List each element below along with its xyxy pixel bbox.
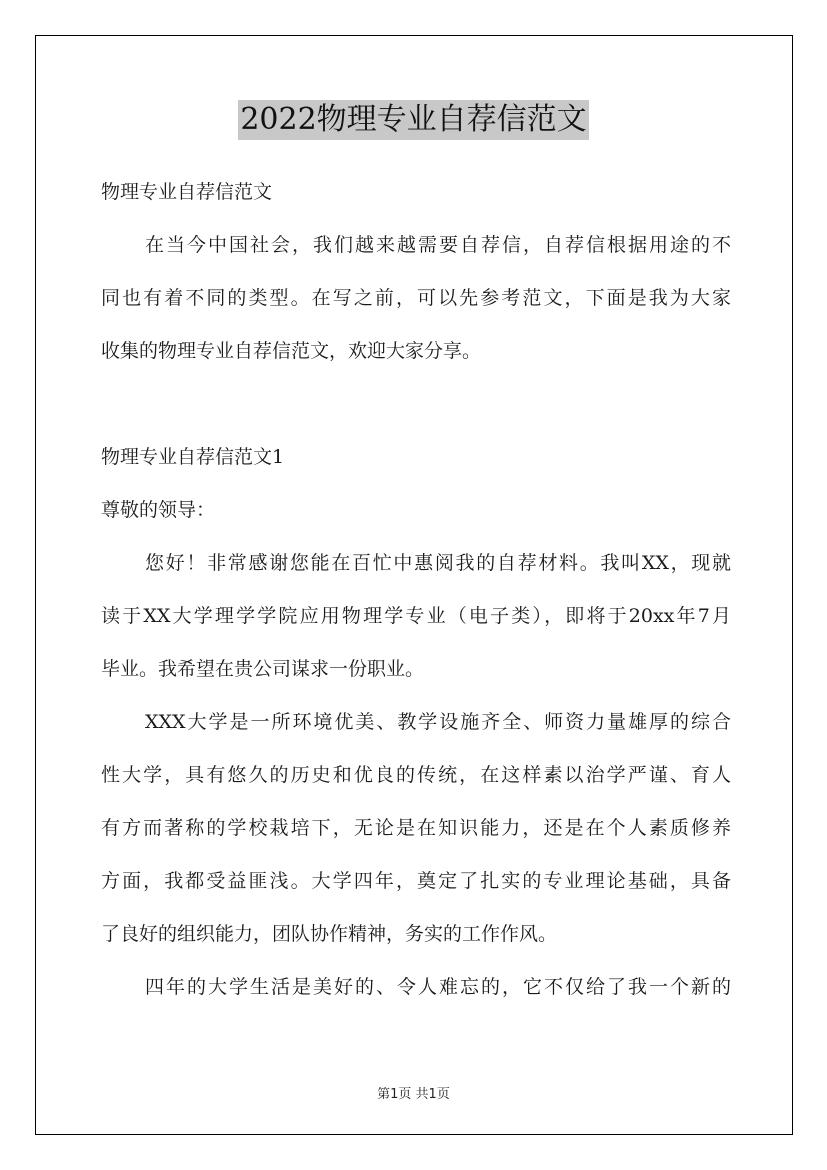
paragraph-line: 收集的物理专业自荐信范文，欢迎大家分享。 bbox=[101, 340, 482, 362]
section-heading: 物理专业自荐信范文1 bbox=[101, 446, 285, 468]
paragraph-line: 毕业。我希望在贵公司谋求一份职业。 bbox=[101, 658, 425, 680]
paragraph-line: 您好！非常感谢您能在百忙中惠阅我的自荐材料。我叫XX，现就 bbox=[145, 552, 731, 574]
paragraph-line: 了良好的组织能力，团队协作精神，务实的工作作风。 bbox=[101, 923, 558, 945]
document-title-wrap bbox=[0, 100, 827, 140]
paragraph-line: 同也有着不同的类型。在写之前，可以先参考范文，下面是我为大家 bbox=[101, 287, 731, 309]
paragraph-line: 读于XX大学理学学院应用物理学专业（电子类），即将于20xx年7月 bbox=[101, 605, 731, 627]
blank-line bbox=[101, 378, 731, 431]
salutation: 尊敬的领导： bbox=[101, 499, 216, 521]
paragraph-line: 有方而著称的学校栽培下，无论是在知识能力，还是在个人素质修养 bbox=[101, 817, 731, 839]
document-title: 2022物理专业自荐信范文 bbox=[238, 100, 588, 140]
paragraph-line: 方面，我都受益匪浅。大学四年，奠定了扎实的专业理论基础，具备 bbox=[101, 870, 731, 892]
page-number-footer: 第1页 共1页 bbox=[377, 1087, 450, 1102]
paragraph-line: 在当今中国社会，我们越来越需要自荐信，自荐信根据用途的不 bbox=[145, 234, 731, 256]
paragraph-line: 四年的大学生活是美好的、令人难忘的，它不仅给了我一个新的 bbox=[145, 976, 731, 998]
heading-line: 物理专业自荐信范文 bbox=[101, 181, 273, 203]
paragraph-line: XXX大学是一所环境优美、教学设施齐全、师资力量雄厚的综合 bbox=[145, 711, 731, 733]
paragraph-line: 性大学，具有悠久的历史和优良的传统，在这样素以治学严谨、育人 bbox=[101, 764, 731, 786]
document-body bbox=[101, 166, 731, 1014]
